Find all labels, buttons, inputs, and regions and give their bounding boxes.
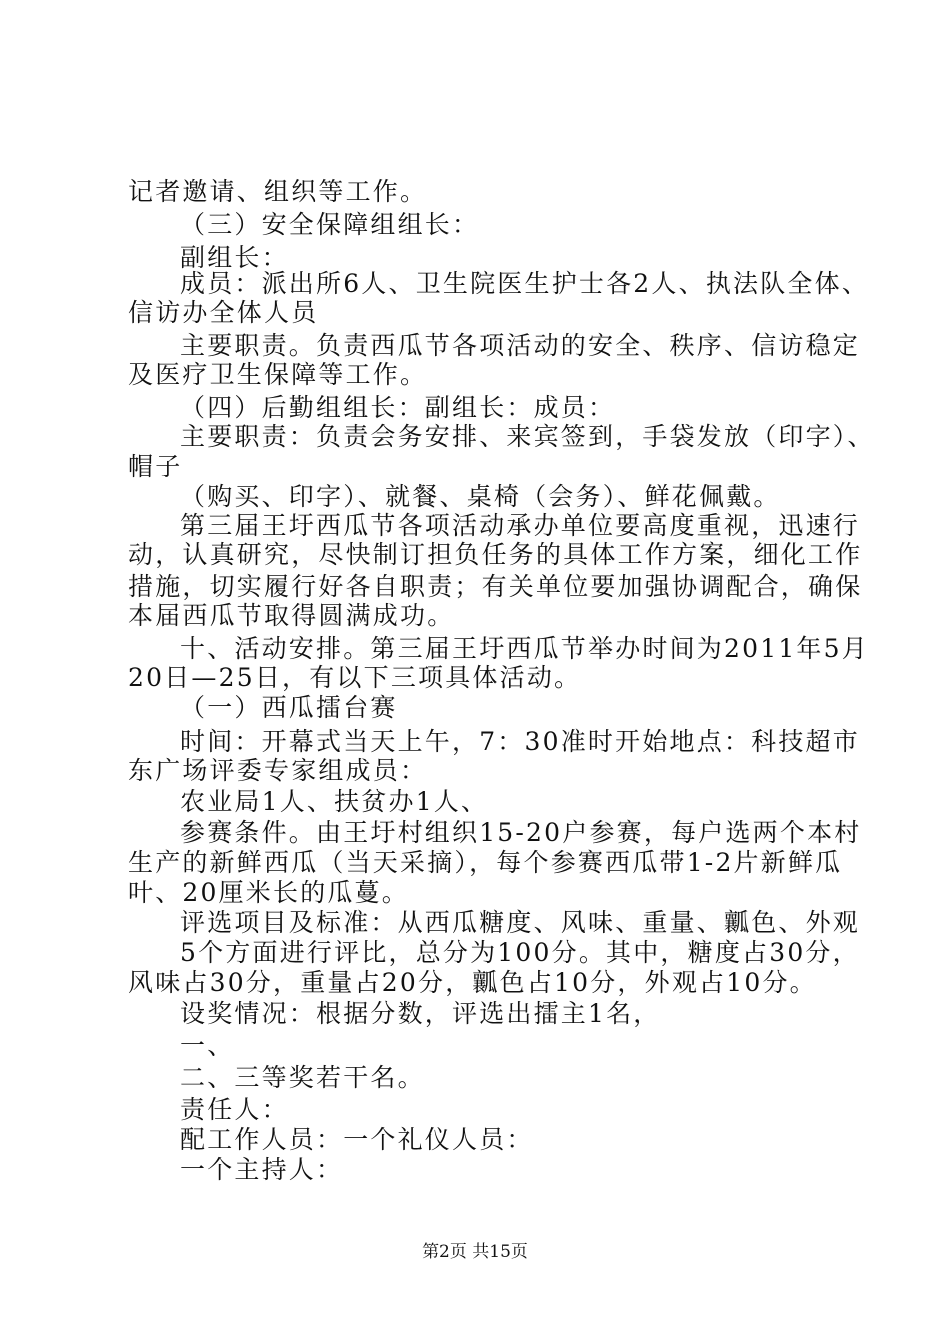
section-heading: （四）后勤组组长：副组长：成员： xyxy=(180,393,616,422)
text-line: 成员：派出所6人、卫生院医生护士各2人、执法队全体、 xyxy=(180,269,870,298)
text-line: 记者邀请、组织等工作。 xyxy=(128,177,428,206)
text-line: 风味占30分，重量占20分，瓤色占10分，外观占10分。 xyxy=(128,968,817,997)
text-line: 东广场评委专家组成员： xyxy=(128,756,428,785)
text-line: 配工作人员：一个礼仪人员： xyxy=(180,1125,534,1154)
text-line: 动，认真研究，尽快制订担负任务的具体工作方案，细化工作 xyxy=(128,540,863,569)
page-number-label: 第2页 共15页 xyxy=(422,1242,528,1262)
text-line: 农业局1人、扶贫办1人、 xyxy=(180,787,489,816)
text-line: 评选项目及标准：从西瓜糖度、风味、重量、瓤色、外观 xyxy=(180,908,861,937)
page-footer xyxy=(0,1240,950,1264)
text-line: 生产的新鲜西瓜（当天采摘），每个参赛西瓜带1-2片新鲜瓜 xyxy=(128,848,843,877)
text-line: 第三届王圩西瓜节各项活动承办单位要高度重视，迅速行 xyxy=(180,511,861,540)
text-line: 叶、20厘米长的瓜蔓。 xyxy=(128,878,410,907)
text-line: 措施，切实履行好各自职责；有关单位要加强协调配合，确保 xyxy=(128,572,863,601)
text-line: 主要职责：负责会务安排、来宾签到，手袋发放（印字）、 xyxy=(180,422,875,451)
text-line: 设奖情况：根据分数，评选出擂主1名， xyxy=(180,999,661,1028)
text-line: 副组长： xyxy=(180,243,289,272)
text-line: 参赛条件。由王圩村组织15-20户参赛，每户选两个本村 xyxy=(180,818,862,847)
text-line: 5个方面进行评比，总分为100分。其中，糖度占30分， xyxy=(180,938,860,967)
text-line: 责任人： xyxy=(180,1095,289,1124)
text-line: 20日—25日，有以下三项具体活动。 xyxy=(128,663,582,692)
text-line: 十、活动安排。第三届王圩西瓜节举办时间为2011年5月 xyxy=(180,634,869,663)
text-line: 信访办全体人员 xyxy=(128,298,319,327)
text-line: 一、 xyxy=(180,1031,235,1060)
section-heading: （三）安全保障组组长： xyxy=(180,210,480,239)
text-line: （购买、印字）、就餐、桌椅（会务）、鲜花佩戴。 xyxy=(180,482,781,511)
section-heading: （一）西瓜擂台赛 xyxy=(180,693,398,722)
text-line: 时间：开幕式当天上午，7：30准时开始地点：科技超市 xyxy=(180,727,860,756)
text-line: 帽子 xyxy=(128,452,183,481)
text-line: 主要职责。负责西瓜节各项活动的安全、秩序、信访稳定 xyxy=(180,331,861,360)
text-line: 及医疗卫生保障等工作。 xyxy=(128,360,428,389)
text-line: 一个主持人： xyxy=(180,1155,344,1184)
text-line: 二、三等奖若干名。 xyxy=(180,1063,425,1092)
text-line: 本届西瓜节取得圆满成功。 xyxy=(128,601,455,630)
